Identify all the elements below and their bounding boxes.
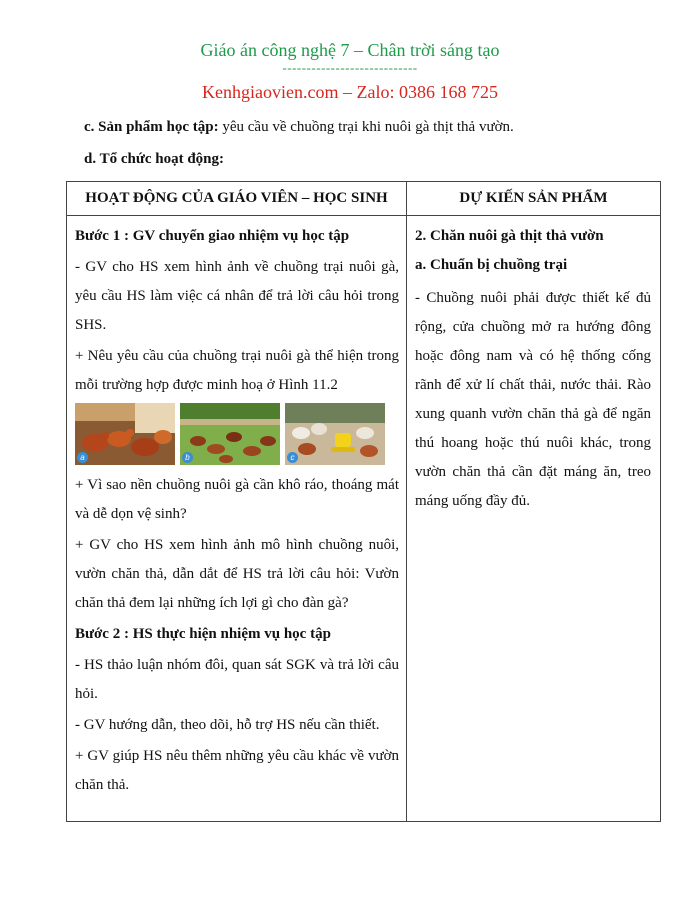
photo-label-a: a: [77, 452, 88, 463]
right-cell: [407, 216, 661, 822]
subsection-title: a. Chuẩn bị chuồng trại: [415, 257, 568, 273]
page-header: [0, 38, 700, 104]
left-cell: [67, 216, 407, 822]
paragraph-1: - GV cho HS xem hình ảnh về chuồng trại nuôi gà, yêu cầu HS làm việc cá nhân để trả lời câu hỏi trong SHS.: [75, 259, 399, 333]
section-d-label: d. Tổ chức hoạt động:: [84, 151, 225, 167]
figure-11-2-photos: [75, 403, 399, 465]
paragraph-6: - GV hướng dẫn, theo dõi, hỗ trợ HS nếu cần thiết.: [75, 717, 380, 733]
paragraph-3: + Vì sao nền chuồng nuôi gà cần khô ráo, thoáng mát và dễ dọn vệ sinh?: [75, 477, 399, 522]
table-header-row: [67, 182, 661, 216]
section-c-text: yêu cầu về chuồng trại khi nuôi gà thịt thả vườn.: [218, 119, 514, 135]
section-d-line: [84, 151, 224, 168]
chickens-in-yard-photo: [180, 403, 280, 465]
header-divider: ----------------------------: [282, 60, 418, 75]
section-c-line: [84, 119, 514, 136]
photo-label-b: b: [182, 452, 193, 463]
header-title: Giáo án công nghệ 7 – Chân trời sáng tạo: [200, 40, 500, 60]
paragraph-5: - HS thảo luận nhóm đôi, quan sát SGK và trả lời câu hỏi.: [75, 657, 399, 702]
header-teacher-student: HOẠT ĐỘNG CỦA GIÁO VIÊN – HỌC SINH: [67, 182, 407, 216]
step1-title: Bước 1 : GV chuyển giao nhiệm vụ học tập: [75, 228, 350, 244]
photo-label-c: c: [287, 452, 298, 463]
paragraph-2: + Nêu yêu cầu của chuồng trại nuôi gà thể hiện trong mỗi trường hợp được minh hoạ ở Hình 11.2: [75, 348, 399, 393]
chickens-feeding-photo: [285, 403, 385, 465]
paragraph-7: + GV giúp HS nêu thêm những yêu cầu khác về vườn chăn thả.: [75, 748, 399, 793]
step2-title: Bước 2 : HS thực hiện nhiệm vụ học tập: [75, 626, 331, 642]
section-title: 2. Chăn nuôi gà thịt thả vườn: [415, 228, 604, 244]
section-c-label: c. Sản phẩm học tập:: [84, 119, 219, 135]
header-expected-product: DỰ KIẾN SẢN PHẨM: [407, 182, 661, 216]
chickens-in-coop-photo: [75, 403, 175, 465]
header-site: Kenhgiaovien.com – Zalo: 0386 168 725: [202, 82, 498, 102]
paragraph-4: + GV cho HS xem hình ảnh mô hình chuồng nuôi, vườn chăn thả, dẫn dắt để HS trả lời câu hỏi: Vườn chăn thả đem lại những ích lợi gì cho đàn gà?: [75, 537, 399, 611]
activity-table: [66, 181, 661, 822]
table-body-row: [67, 216, 661, 822]
expected-product-body: - Chuồng nuôi phải được thiết kế đủ rộng, cửa chuồng mở ra hướng đông hoặc đông nam và có hệ thống cống rãnh để xử lí chất thải, nước thải. Rào xung quanh vườn chăn thả gà để ngăn thú hoang hoặc thú nuôi khác, trong vườn chăn thả cần đặt máng ăn, treo máng uống đầy đủ.: [415, 290, 651, 509]
